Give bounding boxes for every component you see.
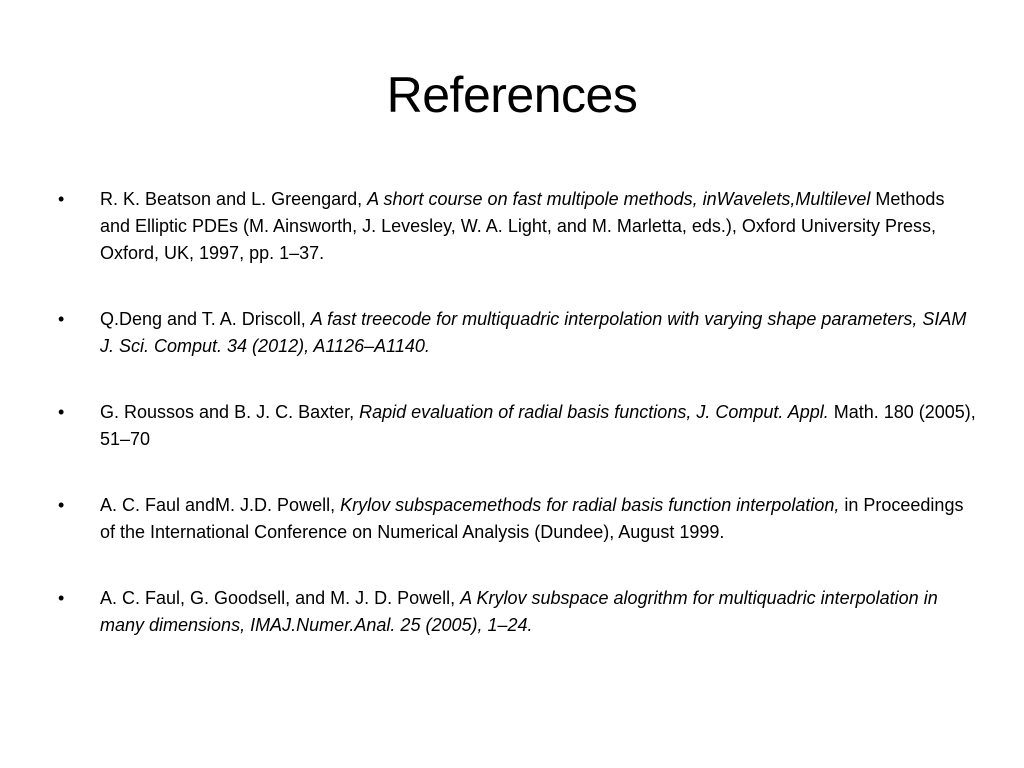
reference-item	[58, 306, 978, 360]
slide-title: References	[386, 67, 638, 123]
reference-authors: R. K. Beatson and L. Greengard,	[100, 189, 368, 209]
reference-details: Math. 180 (2005), 51–70	[100, 402, 976, 449]
bullet-icon: •	[58, 189, 65, 209]
reference-title: Krylov subspacemethods for radial basis function interpolation,	[340, 495, 840, 515]
bullet-icon: •	[58, 495, 65, 515]
reference-title: A fast treecode for multiquadric interpolation with varying shape parameters, SIAM J. Sci. Comput. 34 (2012), A1126–A1140.	[100, 309, 967, 356]
reference-item	[58, 399, 978, 453]
reference-title: Rapid evaluation of radial basis functions, J. Comput. Appl.	[359, 402, 829, 422]
reference-list	[58, 186, 978, 678]
reference-authors: G. Roussos and B. J. C. Baxter,	[100, 402, 360, 422]
bullet-icon: •	[58, 588, 65, 608]
reference-item	[58, 585, 978, 639]
bullet-icon: •	[58, 309, 65, 329]
reference-item	[58, 186, 978, 267]
reference-details: Methods and Elliptic PDEs (M. Ainsworth, J. Levesley, W. A. Light, and M. Marletta, eds.), Oxford University Press, Oxford, UK, 1997, pp. 1–37.	[100, 189, 945, 263]
reference-title: A short course on fast multipole methods, inWavelets,Multilevel	[367, 189, 871, 209]
bullet-icon: •	[58, 402, 65, 422]
reference-title: A Krylov subspace alogrithm for multiquadric interpolation in many dimensions, IMAJ.Numer.Anal. 25 (2005), 1–24.	[100, 588, 938, 635]
reference-authors: Q.Deng and T. A. Driscoll,	[100, 309, 311, 329]
reference-details: in Proceedings of the International Conference on Numerical Analysis (Dundee), August 1999.	[100, 495, 964, 542]
reference-item	[58, 492, 978, 546]
reference-authors: A. C. Faul andM. J.D. Powell,	[100, 495, 341, 515]
reference-authors: A. C. Faul, G. Goodsell, and M. J. D. Powell,	[100, 588, 461, 608]
